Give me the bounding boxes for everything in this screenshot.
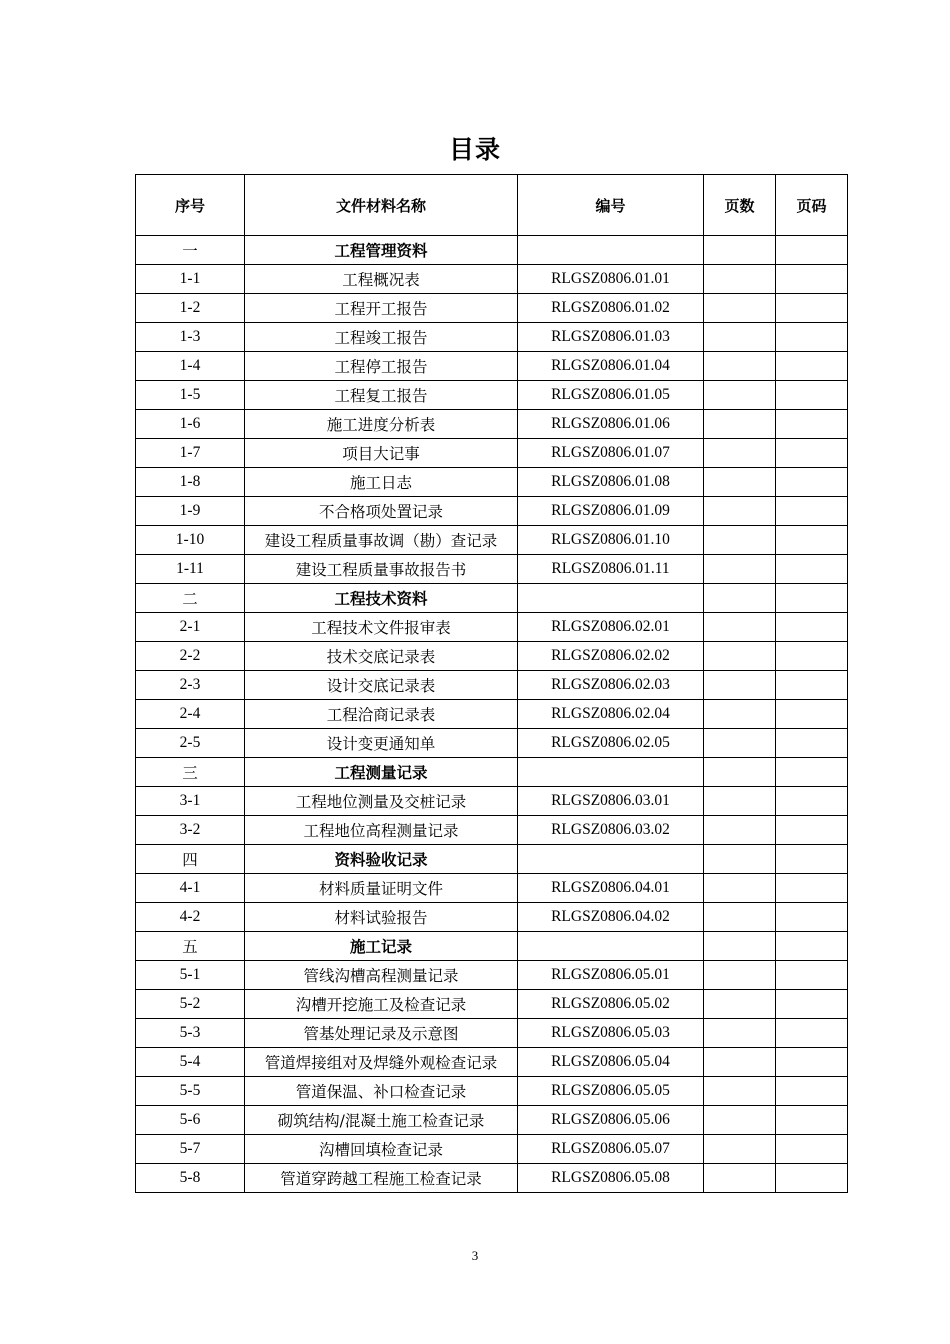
table-row — [136, 526, 848, 555]
cell-no: 5-7 — [136, 1135, 245, 1164]
cell-no: 3-2 — [136, 816, 245, 845]
cell-pages — [704, 584, 776, 613]
table-row — [136, 874, 848, 903]
cell-page-number — [776, 671, 848, 700]
cell-code: RLGSZ0806.01.09 — [518, 497, 704, 526]
cell-pages — [704, 642, 776, 671]
cell-pages — [704, 700, 776, 729]
table-row — [136, 1019, 848, 1048]
cell-name: 沟槽开挖施工及检查记录 — [245, 990, 518, 1019]
cell-page-number — [776, 932, 848, 961]
table-row — [136, 265, 848, 294]
cell-page-number — [776, 381, 848, 410]
column-header-name: 文件材料名称 — [245, 175, 518, 236]
table-row — [136, 700, 848, 729]
table-row — [136, 294, 848, 323]
cell-name: 管道穿跨越工程施工检查记录 — [245, 1164, 518, 1193]
cell-code: RLGSZ0806.01.06 — [518, 410, 704, 439]
cell-name: 材料试验报告 — [245, 903, 518, 932]
cell-no: 5-8 — [136, 1164, 245, 1193]
cell-code: RLGSZ0806.01.02 — [518, 294, 704, 323]
cell-code: RLGSZ0806.03.02 — [518, 816, 704, 845]
table-row — [136, 323, 848, 352]
cell-name: 材料质量证明文件 — [245, 874, 518, 903]
cell-page-number — [776, 1048, 848, 1077]
cell-code: RLGSZ0806.01.01 — [518, 265, 704, 294]
cell-no: 1-1 — [136, 265, 245, 294]
table-row — [136, 729, 848, 758]
cell-pages — [704, 410, 776, 439]
column-header-no: 序号 — [136, 175, 245, 236]
cell-page-number — [776, 584, 848, 613]
cell-no: 2-3 — [136, 671, 245, 700]
table-row — [136, 613, 848, 642]
table-row — [136, 381, 848, 410]
cell-pages — [704, 932, 776, 961]
cell-name: 工程技术资料 — [245, 584, 518, 613]
cell-code: RLGSZ0806.03.01 — [518, 787, 704, 816]
cell-no: 2-2 — [136, 642, 245, 671]
cell-pages — [704, 323, 776, 352]
toc-table — [135, 174, 848, 1193]
cell-pages — [704, 439, 776, 468]
cell-no: 1-5 — [136, 381, 245, 410]
cell-no: 2-5 — [136, 729, 245, 758]
cell-no: 1-8 — [136, 468, 245, 497]
cell-name: 工程管理资料 — [245, 236, 518, 265]
cell-pages — [704, 729, 776, 758]
cell-name: 技术交底记录表 — [245, 642, 518, 671]
cell-page-number — [776, 439, 848, 468]
table-row — [136, 1135, 848, 1164]
cell-name: 资料验收记录 — [245, 845, 518, 874]
cell-name: 管道保温、补口检查记录 — [245, 1077, 518, 1106]
cell-name: 沟槽回填检查记录 — [245, 1135, 518, 1164]
cell-page-number — [776, 874, 848, 903]
cell-pages — [704, 497, 776, 526]
cell-name: 建设工程质量事故调（勘）查记录 — [245, 526, 518, 555]
cell-page-number — [776, 729, 848, 758]
cell-no: 5-6 — [136, 1106, 245, 1135]
section-row — [136, 584, 848, 613]
cell-pages — [704, 990, 776, 1019]
cell-no: 二 — [136, 584, 245, 613]
cell-page-number — [776, 961, 848, 990]
cell-code: RLGSZ0806.01.07 — [518, 439, 704, 468]
cell-code: RLGSZ0806.05.08 — [518, 1164, 704, 1193]
cell-pages — [704, 1048, 776, 1077]
cell-pages — [704, 1019, 776, 1048]
cell-pages — [704, 1164, 776, 1193]
cell-page-number — [776, 1164, 848, 1193]
cell-name: 管道焊接组对及焊缝外观检查记录 — [245, 1048, 518, 1077]
cell-no: 2-1 — [136, 613, 245, 642]
cell-page-number — [776, 294, 848, 323]
cell-no: 1-3 — [136, 323, 245, 352]
cell-no: 5-4 — [136, 1048, 245, 1077]
table-body — [136, 236, 848, 1193]
table-row — [136, 352, 848, 381]
cell-name: 工程洽商记录表 — [245, 700, 518, 729]
cell-name: 管线沟槽高程测量记录 — [245, 961, 518, 990]
cell-code: RLGSZ0806.01.04 — [518, 352, 704, 381]
cell-page-number — [776, 1135, 848, 1164]
cell-name: 工程停工报告 — [245, 352, 518, 381]
page-number: 3 — [471, 1248, 479, 1263]
cell-code: RLGSZ0806.02.05 — [518, 729, 704, 758]
table-row — [136, 1048, 848, 1077]
cell-code — [518, 584, 704, 613]
section-row — [136, 236, 848, 265]
cell-name: 施工日志 — [245, 468, 518, 497]
cell-page-number — [776, 845, 848, 874]
cell-page-number — [776, 700, 848, 729]
cell-code: RLGSZ0806.02.02 — [518, 642, 704, 671]
cell-no: 4-1 — [136, 874, 245, 903]
section-row — [136, 845, 848, 874]
cell-name: 工程技术文件报审表 — [245, 613, 518, 642]
table-row — [136, 439, 848, 468]
cell-name: 施工进度分析表 — [245, 410, 518, 439]
table-row — [136, 497, 848, 526]
cell-code: RLGSZ0806.01.10 — [518, 526, 704, 555]
cell-name: 项目大记事 — [245, 439, 518, 468]
section-row — [136, 758, 848, 787]
cell-code — [518, 932, 704, 961]
cell-page-number — [776, 323, 848, 352]
cell-name: 工程竣工报告 — [245, 323, 518, 352]
table-row — [136, 990, 848, 1019]
cell-code: RLGSZ0806.05.02 — [518, 990, 704, 1019]
cell-name: 工程复工报告 — [245, 381, 518, 410]
cell-pages — [704, 1077, 776, 1106]
cell-pages — [704, 613, 776, 642]
cell-page-number — [776, 787, 848, 816]
cell-name: 不合格项处置记录 — [245, 497, 518, 526]
cell-pages — [704, 816, 776, 845]
table-row — [136, 555, 848, 584]
cell-code: RLGSZ0806.05.04 — [518, 1048, 704, 1077]
column-header-code: 编号 — [518, 175, 704, 236]
cell-page-number — [776, 990, 848, 1019]
cell-name: 砌筑结构/混凝土施工检查记录 — [245, 1106, 518, 1135]
cell-pages — [704, 294, 776, 323]
cell-page-number — [776, 613, 848, 642]
cell-no: 5-2 — [136, 990, 245, 1019]
cell-page-number — [776, 497, 848, 526]
column-header-page-number: 页码 — [776, 175, 848, 236]
cell-name: 建设工程质量事故报告书 — [245, 555, 518, 584]
cell-name: 工程地位高程测量记录 — [245, 816, 518, 845]
table-row — [136, 1106, 848, 1135]
cell-code — [518, 758, 704, 787]
cell-code: RLGSZ0806.02.03 — [518, 671, 704, 700]
cell-page-number — [776, 642, 848, 671]
cell-code: RLGSZ0806.04.02 — [518, 903, 704, 932]
cell-pages — [704, 1135, 776, 1164]
table-row — [136, 961, 848, 990]
cell-page-number — [776, 816, 848, 845]
cell-no: 1-10 — [136, 526, 245, 555]
cell-name: 施工记录 — [245, 932, 518, 961]
cell-pages — [704, 526, 776, 555]
cell-code: RLGSZ0806.05.03 — [518, 1019, 704, 1048]
cell-no: 1-2 — [136, 294, 245, 323]
cell-page-number — [776, 555, 848, 584]
cell-page-number — [776, 352, 848, 381]
cell-pages — [704, 352, 776, 381]
cell-pages — [704, 874, 776, 903]
column-header-pages: 页数 — [704, 175, 776, 236]
table-row — [136, 468, 848, 497]
cell-page-number — [776, 265, 848, 294]
cell-page-number — [776, 1019, 848, 1048]
table-row — [136, 1077, 848, 1106]
cell-page-number — [776, 1077, 848, 1106]
cell-page-number — [776, 410, 848, 439]
cell-no: 1-11 — [136, 555, 245, 584]
cell-page-number — [776, 903, 848, 932]
cell-no: 1-6 — [136, 410, 245, 439]
cell-code — [518, 236, 704, 265]
cell-pages — [704, 758, 776, 787]
cell-code: RLGSZ0806.02.04 — [518, 700, 704, 729]
cell-pages — [704, 671, 776, 700]
cell-no: 3-1 — [136, 787, 245, 816]
cell-page-number — [776, 526, 848, 555]
cell-page-number — [776, 1106, 848, 1135]
cell-no: 一 — [136, 236, 245, 265]
cell-no: 5-3 — [136, 1019, 245, 1048]
cell-page-number — [776, 236, 848, 265]
table-row — [136, 816, 848, 845]
cell-no: 三 — [136, 758, 245, 787]
cell-code: RLGSZ0806.01.08 — [518, 468, 704, 497]
page-title: 目录 — [448, 135, 501, 164]
cell-page-number — [776, 468, 848, 497]
cell-name: 工程测量记录 — [245, 758, 518, 787]
cell-pages — [704, 961, 776, 990]
cell-pages — [704, 381, 776, 410]
table-row — [136, 671, 848, 700]
cell-code: RLGSZ0806.05.06 — [518, 1106, 704, 1135]
cell-no: 五 — [136, 932, 245, 961]
section-row — [136, 932, 848, 961]
cell-name: 设计交底记录表 — [245, 671, 518, 700]
cell-no: 4-2 — [136, 903, 245, 932]
cell-pages — [704, 1106, 776, 1135]
table-row — [136, 787, 848, 816]
table-row — [136, 410, 848, 439]
cell-no: 1-4 — [136, 352, 245, 381]
cell-code: RLGSZ0806.05.07 — [518, 1135, 704, 1164]
cell-code: RLGSZ0806.04.01 — [518, 874, 704, 903]
cell-name: 管基处理记录及示意图 — [245, 1019, 518, 1048]
cell-code: RLGSZ0806.02.01 — [518, 613, 704, 642]
cell-name: 工程概况表 — [245, 265, 518, 294]
cell-code: RLGSZ0806.05.01 — [518, 961, 704, 990]
cell-name: 工程开工报告 — [245, 294, 518, 323]
cell-code: RLGSZ0806.01.03 — [518, 323, 704, 352]
table-row — [136, 1164, 848, 1193]
cell-no: 1-9 — [136, 497, 245, 526]
cell-no: 5-5 — [136, 1077, 245, 1106]
cell-code: RLGSZ0806.01.05 — [518, 381, 704, 410]
cell-code: RLGSZ0806.05.05 — [518, 1077, 704, 1106]
cell-pages — [704, 468, 776, 497]
cell-code: RLGSZ0806.01.11 — [518, 555, 704, 584]
cell-name: 工程地位测量及交桩记录 — [245, 787, 518, 816]
cell-pages — [704, 787, 776, 816]
cell-no: 1-7 — [136, 439, 245, 468]
cell-code — [518, 845, 704, 874]
cell-name: 设计变更通知单 — [245, 729, 518, 758]
cell-no: 2-4 — [136, 700, 245, 729]
cell-pages — [704, 845, 776, 874]
cell-pages — [704, 903, 776, 932]
cell-page-number — [776, 758, 848, 787]
cell-pages — [704, 265, 776, 294]
cell-pages — [704, 236, 776, 265]
cell-pages — [704, 555, 776, 584]
table-row — [136, 642, 848, 671]
cell-no: 5-1 — [136, 961, 245, 990]
table-header-row — [136, 175, 848, 236]
table-row — [136, 903, 848, 932]
cell-no: 四 — [136, 845, 245, 874]
